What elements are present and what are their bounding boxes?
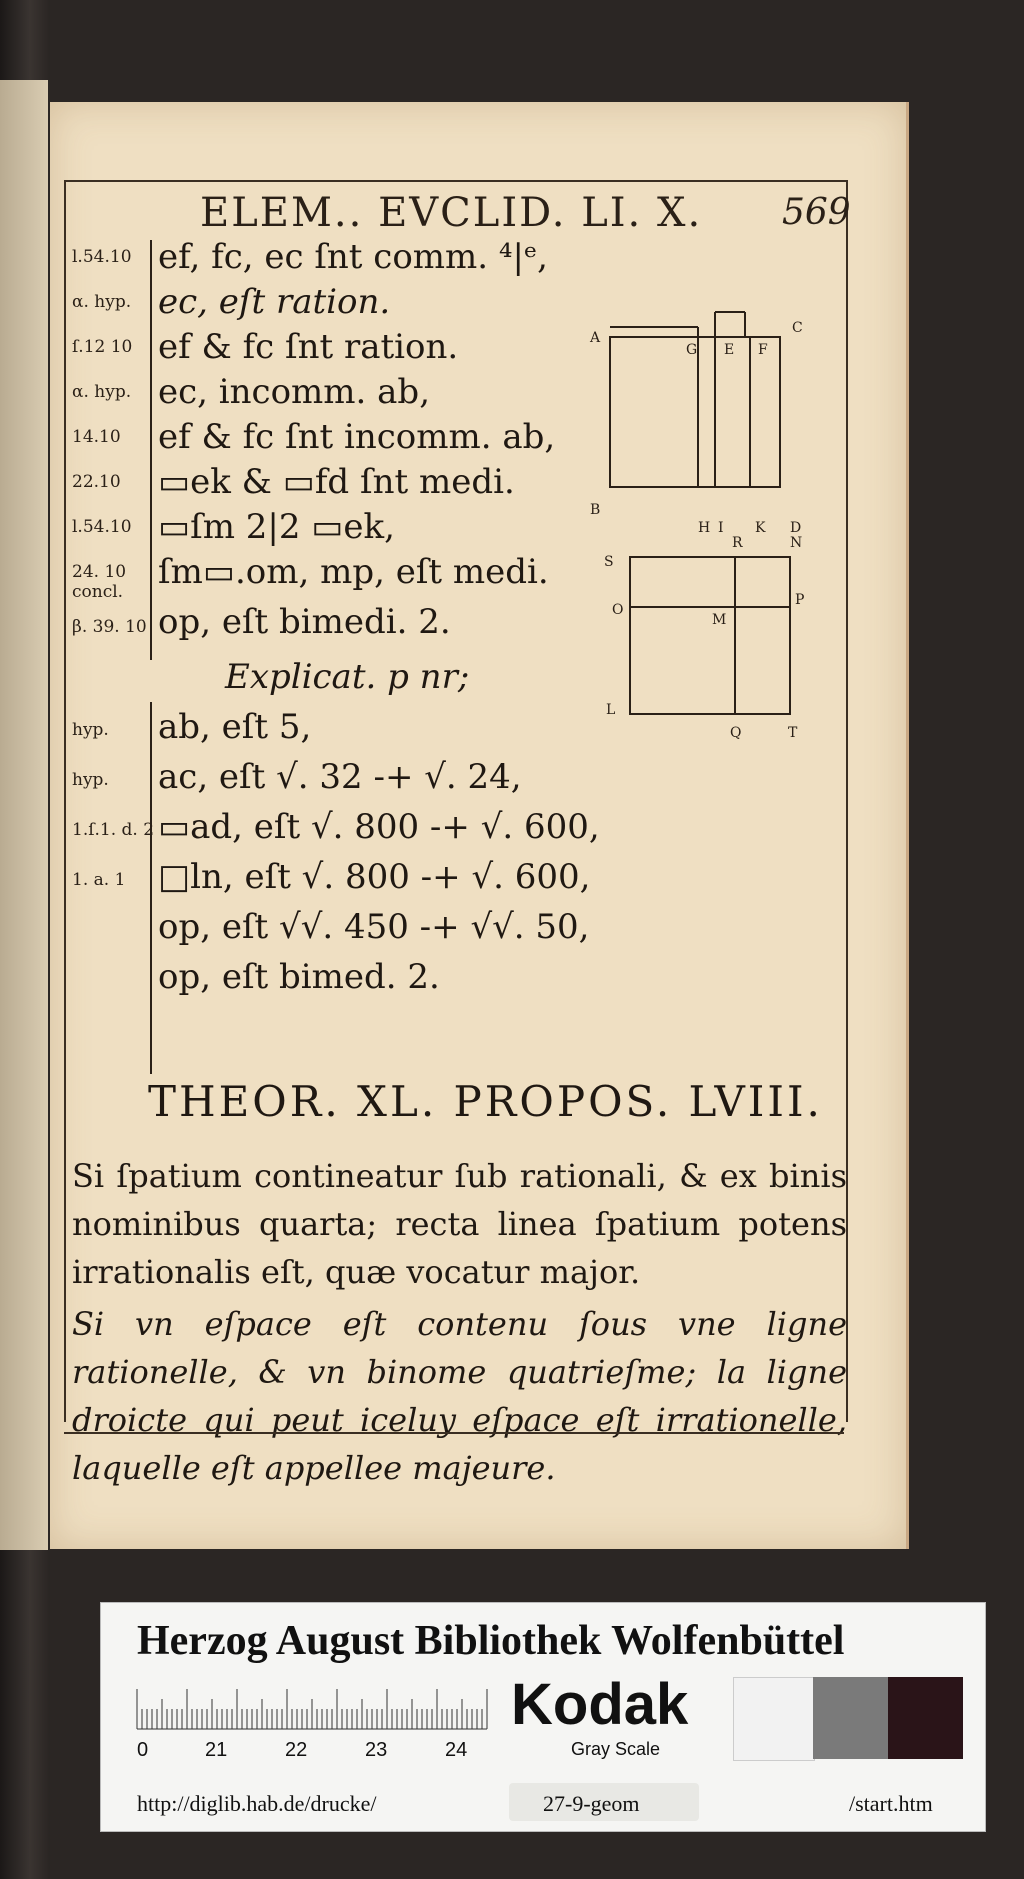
margin-note: l.54.10 — [72, 517, 132, 537]
margin-note: 1.ſ.1. d. 2 — [72, 820, 155, 840]
diagram-label: P — [795, 592, 805, 608]
explicat-line: ac, eſt √. 32 -+ √. 24, — [158, 757, 522, 797]
page-number: 569 — [782, 192, 851, 233]
black-patch — [888, 1677, 963, 1759]
proof-line: ef & fc ſnt ration. — [158, 327, 459, 367]
book-page — [50, 102, 909, 1549]
geometry-diagram — [500, 242, 820, 741]
diagram-label: F — [758, 342, 768, 358]
diagram-label: Q — [730, 725, 742, 741]
ruler-label: 0 — [137, 1739, 149, 1761]
gray-scale-label: Gray Scale — [571, 1739, 661, 1759]
ruler-label: 23 — [365, 1739, 388, 1761]
ruler-label: 21 — [205, 1739, 228, 1761]
diagram-label: E — [724, 342, 735, 358]
margin-note: α. hyp. — [72, 382, 132, 402]
kodak-logo: Kodak — [511, 1672, 689, 1737]
color-reference-card — [100, 1602, 986, 1832]
explicat-line: ▭ad, eſt √. 800 -+ √. 600, — [158, 807, 600, 847]
proof-line: op, eſt bimedi. 2. — [158, 602, 451, 642]
margin-note: α. hyp. — [72, 292, 132, 312]
french-paragraph: Si vn eſpace eſt contenu ſous vne ligne rationelle, & vn binome quatrieſme; la ligne droicte qui peut iceluy eſpace eſt irrationelle, laquelle eſt appellee majeure. — [72, 1305, 847, 1487]
diagram-label: S — [604, 554, 614, 570]
margin-note: concl. — [72, 582, 124, 602]
margin-note: 22.10 — [72, 472, 121, 492]
diagram-label: N — [790, 535, 803, 551]
margin-note: ſ.12 10 — [72, 337, 133, 357]
diagram-label: B — [590, 502, 601, 518]
proof-line: ▭ek & ▭fd ſnt medi. — [158, 462, 515, 502]
proof-line: ec, eſt ration. — [158, 282, 391, 322]
explicat-line: op, eſt bimed. 2. — [158, 957, 440, 997]
explicat-line: ab, eſt 5, — [158, 707, 312, 747]
ruler-label: 24 — [445, 1739, 468, 1761]
explicat-line: □ln, eſt √. 800 -+ √. 600, — [158, 857, 591, 897]
margin-note: 24. 10 — [72, 562, 127, 582]
margin-note: l.54.10 — [72, 247, 132, 267]
gray-patch — [813, 1677, 888, 1759]
diagram-label: G — [686, 342, 698, 358]
diagram-label: O — [612, 602, 624, 618]
diagram-label: K — [755, 520, 766, 536]
proof-line: ▭ſm 2|2 ▭ek, — [158, 507, 395, 547]
url-left: http://diglib.hab.de/drucke/ — [137, 1791, 377, 1816]
margin-divider — [150, 240, 152, 660]
ruler-label: 22 — [285, 1739, 308, 1761]
white-patch — [733, 1677, 815, 1761]
bottom-rule — [64, 1432, 844, 1434]
diagram-label: I — [718, 520, 724, 536]
margin-note: hyp. — [72, 770, 109, 790]
explicat-line: op, eſt √√. 450 -+ √√. 50, — [158, 907, 590, 947]
url-right: /start.htm — [849, 1791, 933, 1816]
diagram-label: M — [712, 612, 727, 628]
proof-line: ſm▭.om, mp, eſt medi. — [158, 552, 549, 592]
shelfmark: 27-9-geom — [543, 1791, 640, 1816]
latin-paragraph: Si ſpatium contineatur ſub rationali, & ex binis nominibus quarta; recta linea ſpatium potens irrationalis eſt, quæ vocatur major. — [72, 1157, 847, 1291]
diagram-label: D — [790, 520, 802, 536]
diagram-label: T — [788, 725, 798, 741]
diagram-label: R — [732, 535, 743, 551]
margin-note: 14.10 — [72, 427, 121, 447]
library-title: Herzog August Bibliothek Wolfenbüttel — [137, 1618, 845, 1664]
margin-note: β. 39. 10 — [72, 617, 147, 637]
running-title: ELEM.. EVCLID. LI. X. — [200, 190, 703, 236]
proof-line: ef, fc, ec ſnt comm. ⁴|ᵉ, — [158, 237, 548, 277]
margin-note: hyp. — [72, 720, 109, 740]
scale-ruler — [137, 1681, 487, 1731]
margin-divider — [150, 702, 152, 1074]
previous-page-edge — [0, 80, 48, 1550]
explicat-heading: Explicat. p nr; — [225, 657, 470, 697]
diagram-label: C — [792, 320, 803, 336]
theorem-heading: THEOR. XL. PROPOS. LVIII. — [148, 1077, 823, 1126]
diagram-label: A — [590, 330, 601, 346]
proof-line: ec, incomm. ab, — [158, 372, 430, 412]
margin-note: 1. a. 1 — [72, 870, 126, 890]
diagram-label: H — [698, 520, 711, 536]
proof-line: ef & fc ſnt incomm. ab, — [158, 417, 556, 457]
diagram-label: L — [606, 702, 616, 718]
